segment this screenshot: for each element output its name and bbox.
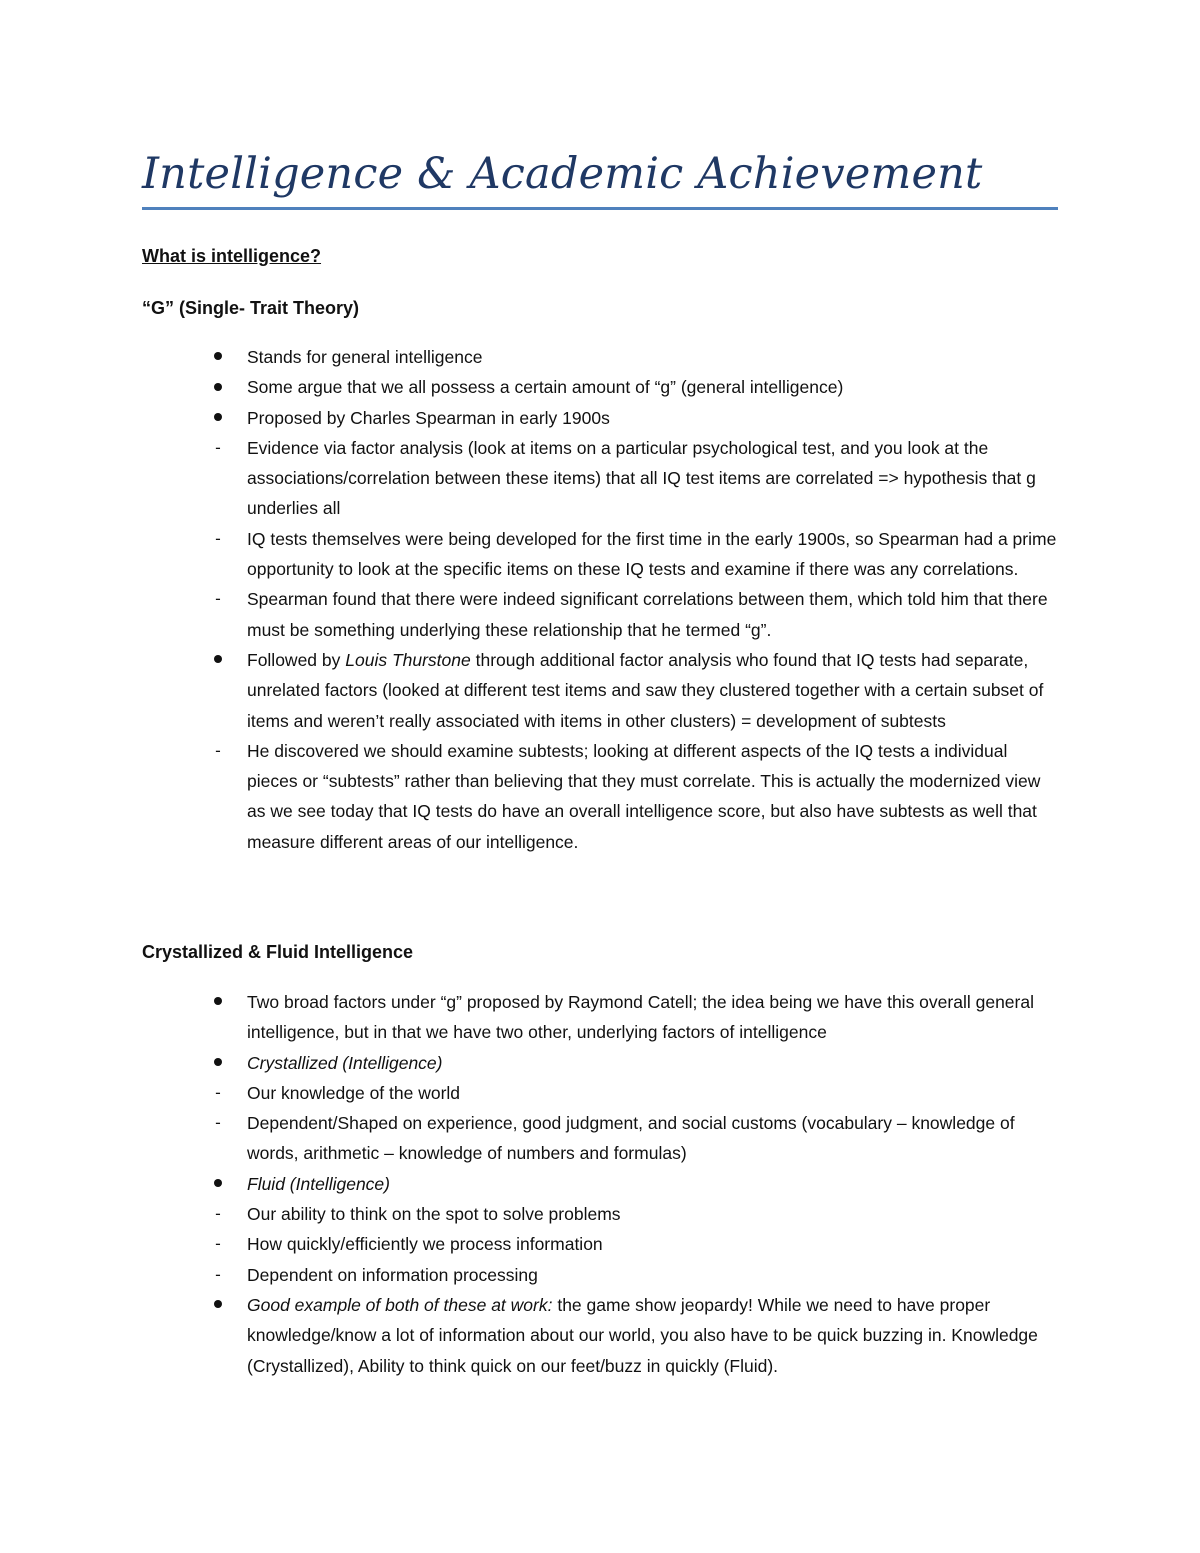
list-item-emphasis: Good example of both of these at work: [247,1294,553,1315]
dash-icon: - [215,1234,221,1254]
list-item [0,403,1057,433]
list-item-text: Stands for general intelligence [247,347,483,367]
list-item [0,433,1057,524]
list-item-emphasis: Crystallized (Intelligence) [247,1052,443,1073]
list-item [0,645,1057,736]
dash-icon: - [215,740,221,760]
dash-icon: - [215,589,221,609]
bullet-icon [208,342,228,372]
list-item [0,1169,1057,1199]
list-item [0,1290,1057,1381]
bullet-icon [208,987,228,1017]
dash-icon: - [215,1113,221,1133]
bullet-icon [208,645,228,675]
list-item-text: Two broad factors under “g” proposed by Raymond Catell; the idea being we have this overall general intelligence, but in that we have two other, underlying factors of intelligence [247,992,1034,1043]
bullet-icon [208,1290,228,1320]
list-item [0,524,1057,585]
bullet-icon [208,1169,228,1199]
list-item [0,584,1057,645]
list-item-text: Spearman found that there were indeed significant correlations between them, which told him that there must be something underlying these relationship that he termed “g”. [247,589,1048,640]
list-item [0,1048,1057,1078]
list-item [0,987,1057,1048]
crystallized-fluid-list [0,987,1200,1381]
list-item [0,1078,1057,1108]
g-theory-list [0,342,1200,857]
list-item-lead: Followed by [247,649,346,670]
list-item [0,1108,1057,1169]
dash-icon: - [215,1204,221,1224]
list-item-text: He discovered we should examine subtests; looking at different aspects of the IQ tests a individual pieces or “subtests” rather than believing that they must correlate. This is actually the modernized view as we see today that IQ tests do have an overall intelligence score, but also have subtests as well that measure different areas of our intelligence. [247,740,1041,852]
bullet-icon [208,1048,228,1078]
dash-icon: - [215,528,221,548]
document-title: Intelligence & Academic Achievement [142,149,983,199]
section-heading-what-is-intelligence: What is intelligence? [142,246,322,266]
list-item-emphasis: Fluid (Intelligence) [247,1173,390,1194]
list-item [0,1229,1057,1259]
title-underline-rule [142,207,1058,210]
list-item-text: through additional factor analysis who found that IQ tests had separate, unrelated factors (looked at different test items and saw they clustered together with a certain subset of items and weren’t really associated with items in other clusters) = development of subtests [247,649,1044,731]
subheading-g-theory: “G” (Single- Trait Theory) [142,298,360,318]
list-item-emphasis: Louis Thurstone [345,649,471,670]
list-item-text: Some argue that we all possess a certain amount of “g” (general intelligence) [247,377,844,398]
list-item-text: IQ tests themselves were being developed for the first time in the early 1900s, so Spearman had a prime opportunity to look at the specific items on these IQ tests and examine if there was any correlations. [247,528,1057,580]
list-item [0,372,1057,402]
list-item-text: Dependent/Shaped on experience, good judgment, and social customs (vocabulary – knowledge of words, arithmetic – knowledge of numbers and formulas) [247,1113,1015,1164]
list-item-text: the game show jeopardy! While we need to have proper knowledge/know a lot of information about our world, you also have to be quick buzzing in. Knowledge (Crystallized), Ability to think quick on our feet/buzz in quickly (Fluid). [247,1294,1038,1376]
list-item [0,736,1057,857]
list-item [0,1260,1057,1290]
list-item-text: Evidence via factor analysis (look at items on a particular psychological test, and you look at the associations/correlation between these items) that all IQ test items are correlated => hypothesis that g underlies all [247,437,1036,519]
dash-icon: - [215,1082,221,1102]
list-item-text: How quickly/efficiently we process information [247,1234,603,1255]
dash-icon: - [215,437,221,457]
section-heading-crystallized-fluid: Crystallized & Fluid Intelligence [142,942,414,962]
list-item-text: Our ability to think on the spot to solve problems [247,1204,621,1225]
dash-icon: - [215,1264,221,1284]
bullet-icon [208,372,228,402]
list-item-text: Dependent on information processing [247,1264,538,1285]
list-item-text: Proposed by Charles Spearman in early 1900s [247,407,610,428]
list-item-text: Our knowledge of the world [247,1082,461,1103]
list-item [0,1199,1057,1229]
list-item [0,342,1057,372]
bullet-icon [208,403,228,433]
